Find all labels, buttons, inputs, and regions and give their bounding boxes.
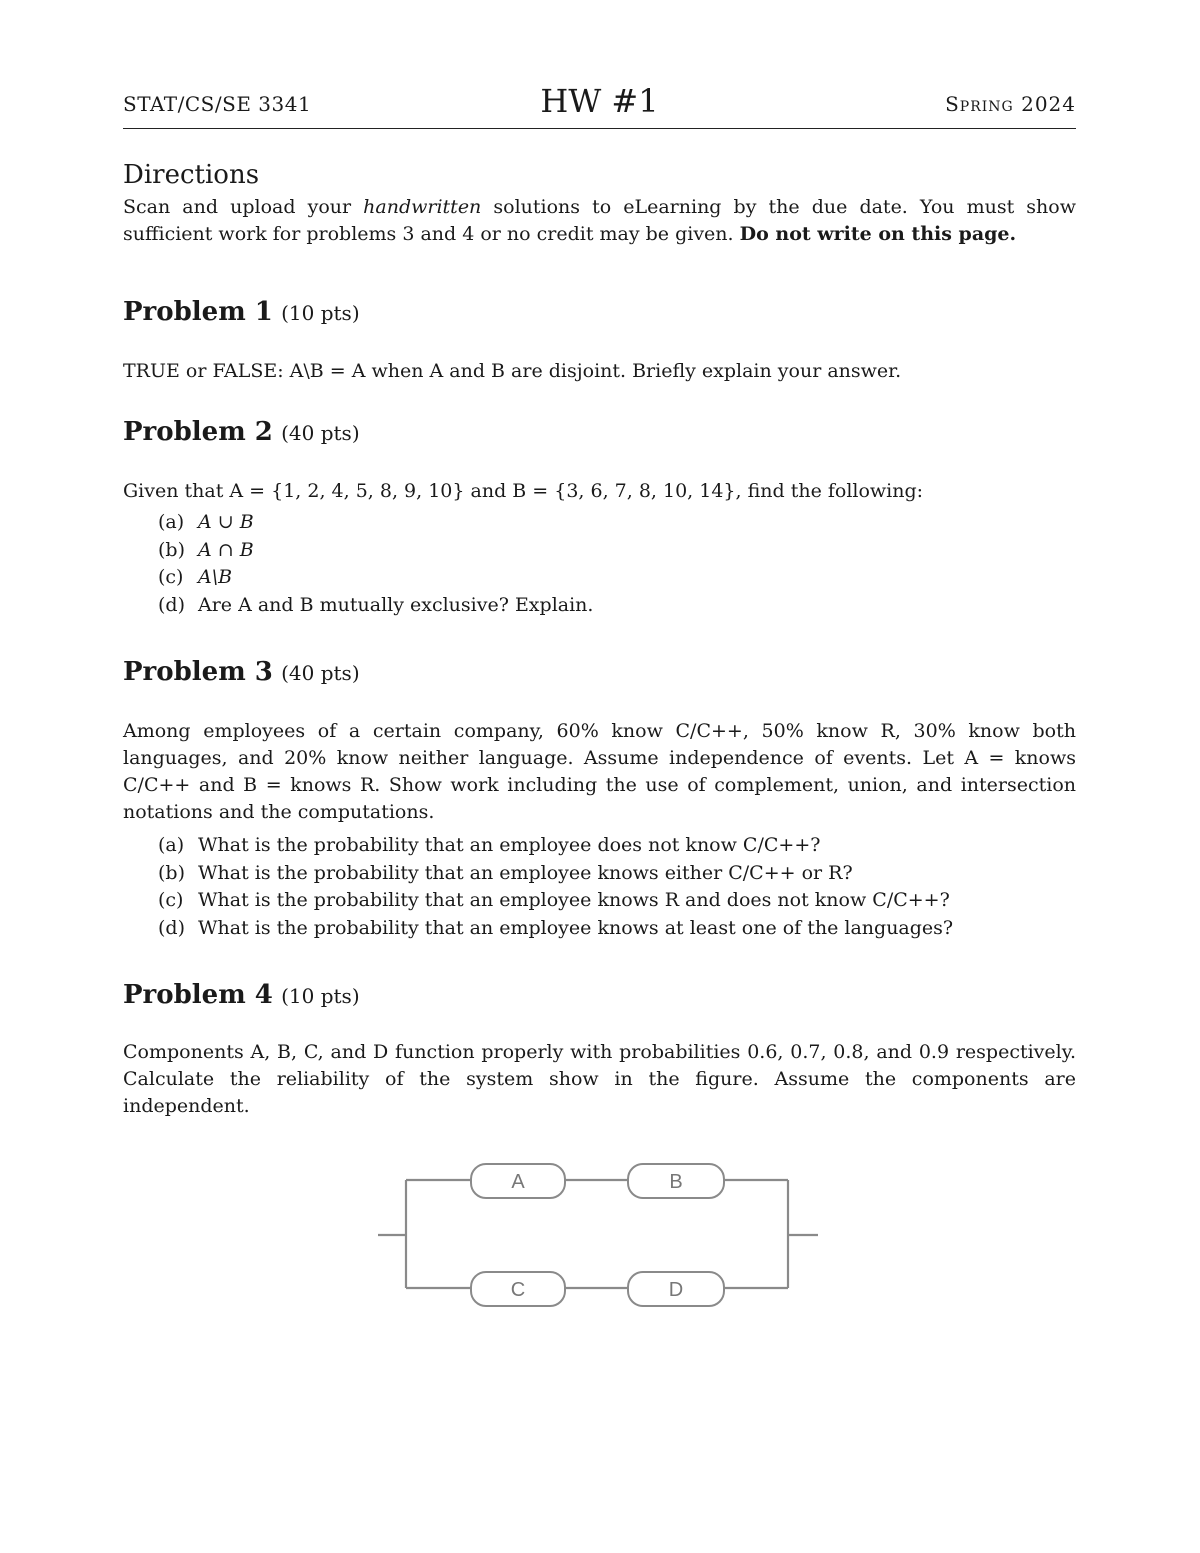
reliability-system-diagram <box>378 1160 823 1315</box>
part-label: (a) <box>158 834 185 856</box>
list-item <box>158 915 953 943</box>
component-d-label: D <box>668 1279 684 1301</box>
list-item <box>158 860 953 888</box>
problem-4-points: (10 pts) <box>281 984 360 1008</box>
list-item <box>158 887 953 915</box>
directions-text <box>123 194 1076 248</box>
problem-4-text: Components A, B, C, and D function properly with probabilities 0.6, 0.7, 0.8, and 0.9 respectively. Calculate the reliability of the system show in the figure. Assume the components are independent. <box>123 1041 1076 1117</box>
problem-3-title: Problem 3 <box>123 657 273 687</box>
problem-3-heading <box>123 657 360 687</box>
problem-1-points: (10 pts) <box>281 301 360 325</box>
part-text: What is the probability that an employee knows at least one of the languages? <box>198 916 954 939</box>
problem-2-title: Problem 2 <box>123 417 273 447</box>
list-item <box>158 537 593 565</box>
problem-3-parts <box>158 832 953 942</box>
problem-1-title: Problem 1 <box>123 297 273 327</box>
list-item <box>158 564 593 592</box>
problem-2-parts <box>158 509 593 619</box>
directions-text-part-2: solutions to eLearning by the due date. You must show sufficient work for problems 3 and 4 or no credit may be given. <box>123 196 1076 245</box>
part-label: (a) <box>158 511 185 533</box>
problem-2-points: (40 pts) <box>281 421 360 445</box>
part-text: A ∩ B <box>198 538 254 561</box>
page-header <box>123 82 1076 129</box>
directions-text-part-1: Scan and upload your <box>123 196 364 218</box>
part-label: (d) <box>158 593 185 616</box>
directions-title: Directions <box>123 160 260 190</box>
part-text: A ∪ B <box>198 511 254 533</box>
directions-warning: Do not write on this page. <box>739 223 1017 245</box>
term-label: Spring 2024 <box>945 92 1076 116</box>
part-label: (b) <box>158 538 185 561</box>
list-item <box>158 832 953 860</box>
problem-1-heading <box>123 297 360 327</box>
problem-4-heading <box>123 980 360 1010</box>
problem-2-text: Given that A = {1, 2, 4, 5, 8, 9, 10} and B = {3, 6, 7, 8, 10, 14}, find the following: <box>123 480 924 502</box>
part-label: (d) <box>158 916 185 939</box>
problem-1-text: TRUE or FALSE: A\B = A when A and B are disjoint. Briefly explain your answer. <box>123 360 902 382</box>
part-label: (b) <box>158 861 185 884</box>
part-text: Are A and B mutually exclusive? Explain. <box>198 593 594 616</box>
part-text: What is the probability that an employee does not know C/C++? <box>198 834 821 856</box>
part-label: (c) <box>158 566 184 588</box>
course-code: STAT/CS/SE 3341 <box>123 92 312 116</box>
component-b-label: B <box>669 1171 683 1193</box>
part-label: (c) <box>158 889 184 911</box>
list-item <box>158 509 593 537</box>
part-text: A\B <box>198 566 233 588</box>
assignment-title: HW #1 <box>540 82 659 120</box>
directions-heading <box>123 160 259 190</box>
directions-text-emphasis: handwritten <box>363 196 482 218</box>
part-text: What is the probability that an employee knows R and does not know C/C++? <box>198 889 950 911</box>
problem-2-heading <box>123 417 360 447</box>
list-item <box>158 592 593 620</box>
component-c-label: C <box>510 1279 526 1301</box>
problem-4-title: Problem 4 <box>123 980 273 1010</box>
part-text: What is the probability that an employee knows either C/C++ or R? <box>198 861 853 884</box>
problem-3-points: (40 pts) <box>281 661 360 685</box>
system-diagram-svg <box>378 1160 823 1315</box>
problem-3-text: Among employees of a certain company, 60% know C/C++, 50% know R, 30% know both languages, and 20% know neither language. Assume independence of events. Let A = knows C/C++ and B = knows R. Show work including the use of complement, union, and intersection notations and the computations. <box>123 720 1076 823</box>
component-a-label: A <box>511 1171 525 1193</box>
